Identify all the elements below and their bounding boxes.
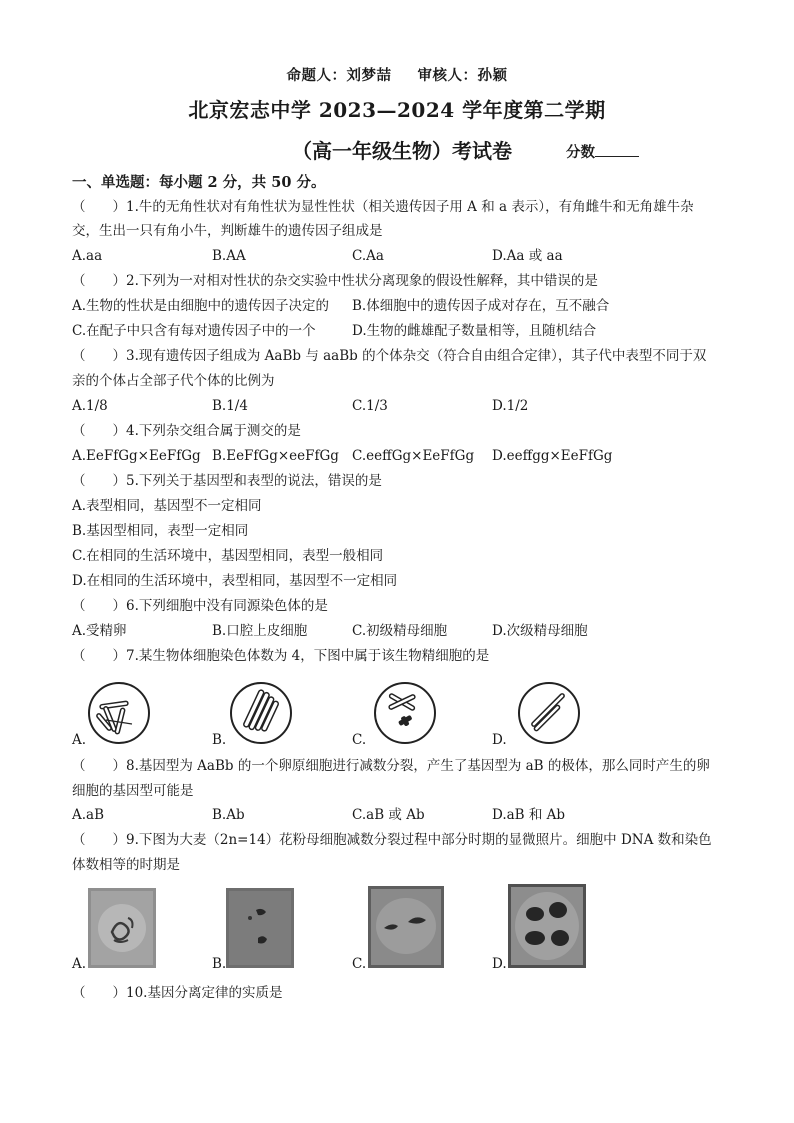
question-1-line-2: 交，生出一只有角小牛，判断雄牛的遗传因子组成是 xyxy=(72,223,383,239)
q1-option-a: A.aa xyxy=(72,248,103,264)
question-6-line-1: （ ）6.下列细胞中没有同源染色体的是 xyxy=(72,598,328,614)
q4-option-d: D.eeffgg×EeFfGg xyxy=(492,448,613,464)
q7-option-c: C. xyxy=(352,732,367,748)
question-7-line-1: （ ）7.某生物体细胞染色体数为 4，下图中属于该生物精细胞的是 xyxy=(72,648,490,664)
section-heading: 一、单选题：每小题 2 分，共 50 分。 xyxy=(72,174,326,191)
q7-option-d: D. xyxy=(492,732,507,748)
q6-option-d: D.次级精母细胞 xyxy=(492,623,588,639)
q3-option-d: D.1/2 xyxy=(492,398,529,414)
q8-option-c: C.aB 或 Ab xyxy=(352,807,425,823)
micrograph-c xyxy=(368,886,444,968)
question-3-line-2: 亲的个体占全部子代个体的比例为 xyxy=(72,373,275,389)
score-blank[interactable] xyxy=(595,142,639,157)
score-label: 分数 xyxy=(566,144,595,161)
q6-option-a: A.受精卵 xyxy=(72,623,127,639)
q4-option-b: B.EeFfGg×eeFfGg xyxy=(212,448,339,464)
proposer: 命题人：刘梦喆 xyxy=(286,67,392,84)
q1-option-c: C.Aa xyxy=(352,248,384,264)
q9-option-c: C. xyxy=(352,956,367,972)
question-1-line-1: （ ）1.牛的无角性状对有角性状为显性性状（相关遗传因子用 A 和 a 表示），有角雌牛和无角雄牛杂 xyxy=(72,199,694,215)
question-5-line-1: （ ）5.下列关于基因型和表型的说法，错误的是 xyxy=(72,473,382,489)
question-8-line-2: 细胞的基因型可能是 xyxy=(72,783,194,799)
q6-option-b: B.口腔上皮细胞 xyxy=(212,623,308,639)
cell-diagram-d xyxy=(516,680,582,746)
cell-diagram-a xyxy=(86,680,152,746)
q7-option-a: A. xyxy=(72,732,87,748)
q6-option-c: C.初级精母细胞 xyxy=(352,623,448,639)
exam-subtitle: （高一年级生物）考试卷 xyxy=(292,139,512,163)
q3-option-b: B.1/4 xyxy=(212,398,248,414)
q3-option-c: C.1/3 xyxy=(352,398,388,414)
question-9-line-2: 体数相等的时期是 xyxy=(72,857,180,873)
micrograph-a xyxy=(88,888,156,968)
micrograph-b xyxy=(226,888,294,968)
question-4-line-1: （ ）4.下列杂交组合属于测交的是 xyxy=(72,423,301,439)
q8-option-a: A.aB xyxy=(72,807,105,823)
question-8-line-1: （ ）8.基因型为 AaBb 的一个卵原细胞进行减数分裂，产生了基因型为 aB 的极体，那么同时产生的卵 xyxy=(72,758,710,774)
q2-option-b: B.体细胞中的遗传因子成对存在，互不融合 xyxy=(352,298,610,314)
q8-option-b: B.Ab xyxy=(212,807,245,823)
micrograph-d xyxy=(508,884,586,968)
q1-option-b: B.AA xyxy=(212,248,246,264)
q2-option-a: A.生物的性状是由细胞中的遗传因子决定的 xyxy=(72,298,330,314)
reviewer: 审核人：孙颖 xyxy=(417,67,508,84)
q1-option-d: D.Aa 或 aa xyxy=(492,248,563,264)
q2-option-c: C.在配子中只含有每对遗传因子中的一个 xyxy=(72,323,316,339)
q4-option-a: A.EeFfGg×EeFfGg xyxy=(72,448,201,464)
q9-option-d: D. xyxy=(492,956,507,972)
q7-option-b: B. xyxy=(212,732,227,748)
q9-option-a: A. xyxy=(72,956,87,972)
q5-option-c: C.在相同的生活环境中，基因型相同，表型一般相同 xyxy=(72,548,384,564)
q8-option-d: D.aB 和 Ab xyxy=(492,807,566,823)
exam-title: 北京宏志中学 2023—2024 学年度第二学期 xyxy=(188,98,606,122)
author-line xyxy=(0,64,794,85)
q4-option-c: C.eeffGg×EeFfGg xyxy=(352,448,475,464)
q3-option-a: A.1/8 xyxy=(72,398,108,414)
q5-option-d: D.在相同的生活环境中，表型相同，基因型不一定相同 xyxy=(72,573,398,589)
question-9-line-1: （ ）9.下图为大麦（2n=14）花粉母细胞减数分裂过程中部分时期的显微照片。细胞中 DNA 数和染色 xyxy=(72,832,712,848)
q9-option-b: B. xyxy=(212,956,227,972)
score-field xyxy=(566,141,639,162)
q5-option-b: B.基因型相同，表型一定相同 xyxy=(72,523,249,539)
question-3-line-1: （ ）3.现有遗传因子组成为 AaBb 与 aaBb 的个体杂交（符合自由组合定律），其子代中表型不同于双 xyxy=(72,348,707,364)
q5-option-a: A.表型相同，基因型不一定相同 xyxy=(72,498,262,514)
question-2-line-1: （ ）2.下列为一对相对性状的杂交实验中性状分离现象的假设性解释，其中错误的是 xyxy=(72,273,598,289)
question-10-line-1: （ ）10.基因分离定律的实质是 xyxy=(72,985,283,1001)
q2-option-d: D.生物的雌雄配子数量相等，且随机结合 xyxy=(352,323,597,339)
cell-diagram-c xyxy=(372,680,438,746)
cell-diagram-b xyxy=(228,680,294,746)
